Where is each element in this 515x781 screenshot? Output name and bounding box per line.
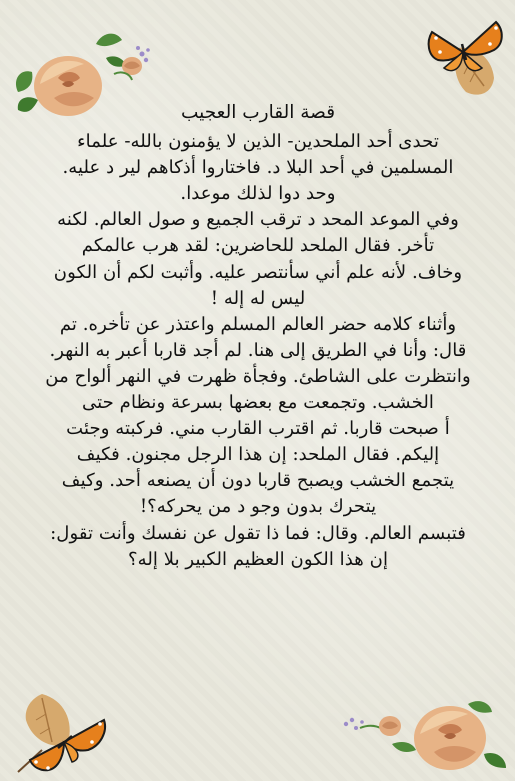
butterfly-icon <box>418 12 508 98</box>
story-line: إن هذا الكون العظيم الكبير بلا إله؟ <box>127 548 389 570</box>
story-line: فتبسم العالم. وقال: فما ذا تقول عن نفسك وأنت تقول: <box>50 522 466 544</box>
story-line: وحد دوا لذلك موعدا. <box>180 183 336 205</box>
story-line: تحدى أحد الملحدين- الذين لا يؤمنون بالله- علماء <box>77 131 439 153</box>
story-line: الخشب. وتجمعت مع بعضها بسرعة ونظام حتى <box>82 392 434 414</box>
story-line: وأثناء كلامه حضر العالم المسلم واعتذر عن تأخره. تم <box>59 313 457 335</box>
story-line: يتحرك بدون وجو د من يحركه؟! <box>139 496 377 518</box>
story-line: تأخر. فقال الملحد للحاضرين: لقد هرب عالمكم <box>81 235 435 257</box>
story-line: إليكم. فقال الملحد: إن هذا الرجل مجنون. فكيف <box>76 444 440 466</box>
rose-bouquet-icon <box>340 684 510 778</box>
story-title: قصة القارب العجيب <box>180 102 336 123</box>
story-line: ليس له إله ! <box>210 287 306 309</box>
story-line: المسلمين في أحد البلا د. فاختاروا أذكاهم لير د عليه. <box>62 157 454 179</box>
story-line: وانتظرت على الشاطئ. وفجأة ظهرت في النهر ألواح من <box>45 365 471 387</box>
story <box>10 100 506 573</box>
story-line: وفي الموعد المحد د ترقب الجميع و صول العالم. لكنه <box>57 209 459 231</box>
story-line: قال: وأنا في الطريق إلى هنا. لم أجد قاربا أعبر به النهر. <box>49 339 467 361</box>
story-line: أ صبحت قاربا. ثم اقترب القارب مني. فركبته وجئت <box>66 418 450 440</box>
story-line: يتجمع الخشب ويصبح قاربا دون أن يصنعه أحد. وكيف <box>61 470 455 492</box>
story-line: وخاف. لأنه علم أني سأنتصر عليه. وأثبت لكم أن الكون <box>53 261 463 283</box>
butterfly-icon <box>12 690 112 776</box>
